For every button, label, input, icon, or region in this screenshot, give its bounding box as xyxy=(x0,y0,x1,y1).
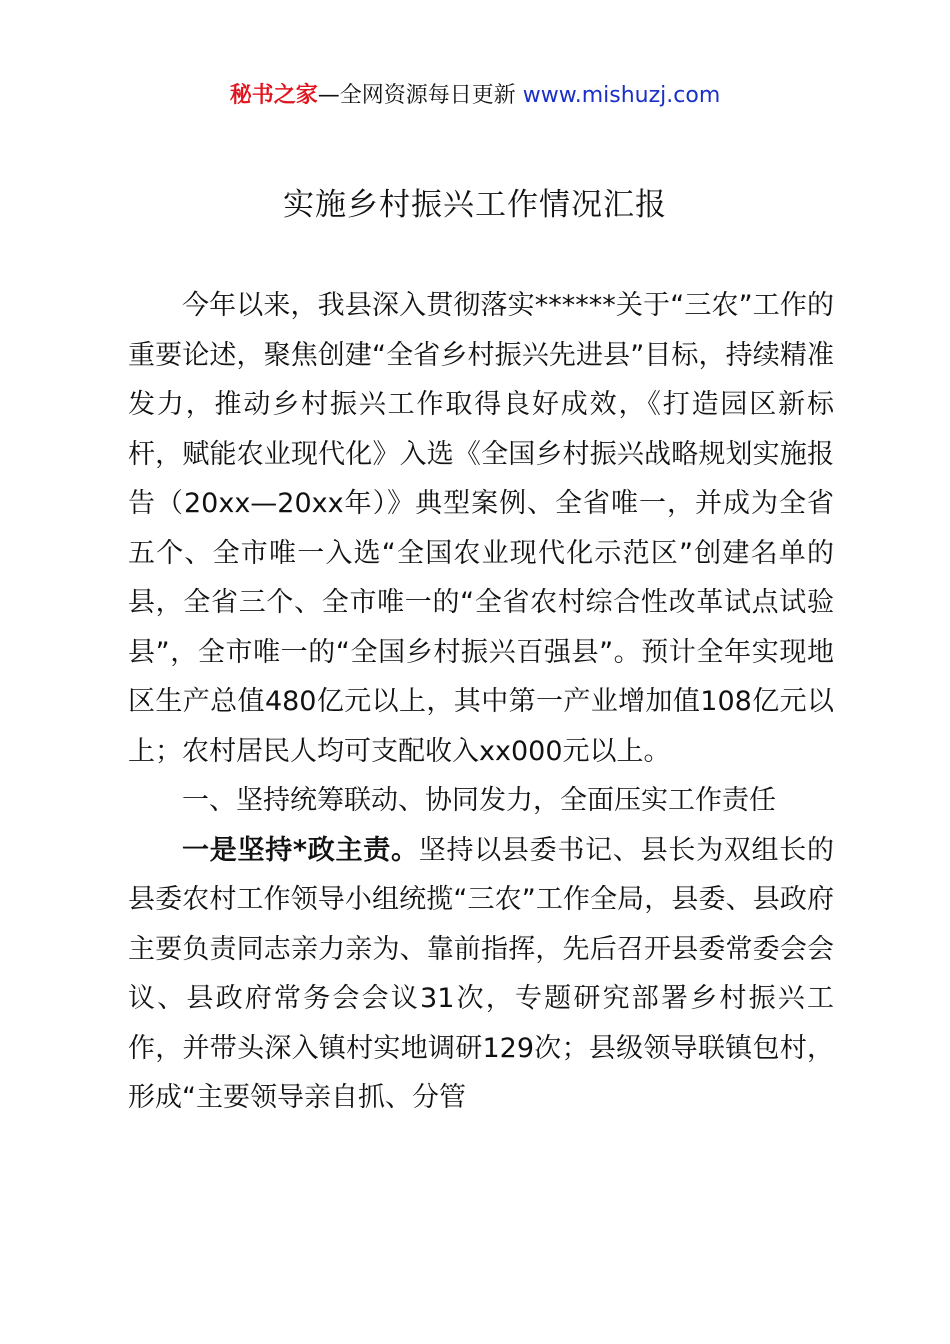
site-header xyxy=(0,80,950,112)
section-heading: 一、坚持统筹联动、协同发力，全面压实工作责任 xyxy=(182,785,776,816)
brand-name: 秘书之家 xyxy=(229,83,318,108)
site-url-link[interactable]: www.mishuzj.com xyxy=(522,83,721,108)
point-body: 坚持以县委书记、县长为双组长的县委农村工作领导小组统揽“三农”工作全局，县委、县政府主要负责同志亲力亲为、靠前指挥，先后召开县委常委会会议、县政府常务会会议31次，专题研究部署乡村振兴工作，并带头深入镇村实地调研129次；县级领导联镇包村，形成“主要领导亲自抓、分管 xyxy=(128,834,835,1113)
document-title: 实施乡村振兴工作情况汇报 xyxy=(283,187,667,223)
point-paragraph xyxy=(128,826,834,1123)
point-lead: 一是坚持*政主责。 xyxy=(182,834,419,866)
document-body xyxy=(128,281,834,1123)
intro-paragraph: 今年以来，我县深入贯彻落实******关于“三农”工作的重要论述，聚焦创建“全省乡村振兴先进县”目标，持续精准发力，推动乡村振兴工作取得良好成效，《打造园区新标杆，赋能农业现代化》入选《全国乡村振兴战略规划实施报告（20xx—20xx年）》典型案例、全省唯一，并成为全省五个、全市唯一入选“全国农业现代化示范区”创建名单的县，全省三个、全市唯一的“全省农村综合性改革试点试验县”，全市唯一的“全国乡村振兴百强县”。预计全年实现地区生产总值480亿元以上，其中第一产业增加值108亿元以上；农村居民人均可支配收入xx000元以上。 xyxy=(128,290,834,767)
header-tagline: —全网资源每日更新 xyxy=(317,83,516,108)
